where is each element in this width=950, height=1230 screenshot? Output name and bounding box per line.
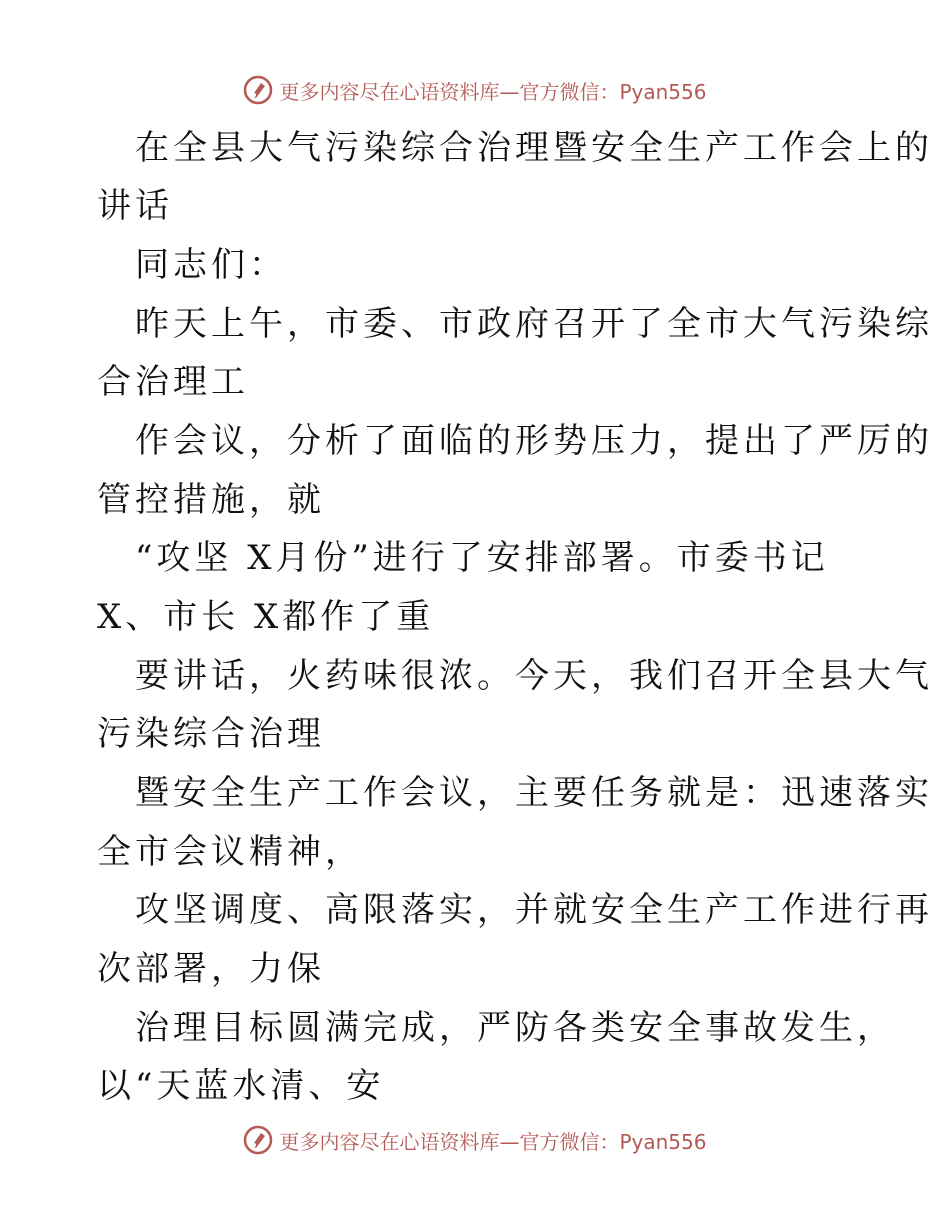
doc-line: 要讲话，火药味很浓。今天，我们召开全县大气 (135, 656, 933, 696)
doc-line: “攻坚 X月份”进行了安排部署。市委书记 (135, 538, 829, 578)
doc-line: 治理目标圆满完成，严防各类安全事故发生， (135, 1008, 895, 1048)
doc-line: 在全县大气污染综合治理暨安全生产工作会上的 (135, 128, 933, 168)
header-banner (0, 70, 950, 110)
doc-line: 污染综合治理 (97, 714, 325, 754)
doc-line: 攻坚调度、高限落实，并就安全生产工作进行再 (135, 890, 933, 930)
doc-line: 作会议，分析了面临的形势压力，提出了严厉的 (135, 421, 933, 461)
doc-line: 管控措施，就 (97, 480, 325, 520)
doc-line: 同志们： (135, 245, 287, 285)
doc-line: 以“天蓝水清、安 (97, 1066, 385, 1106)
footer-banner-text: 更多内容尽在心语资料库—官方微信：Pyan556 (279, 1129, 707, 1154)
pen-nib-circle-icon (243, 1125, 273, 1155)
footer-banner (0, 1120, 950, 1160)
doc-line: 合治理工 (97, 362, 249, 402)
doc-line: 全市会议精神， (97, 832, 363, 872)
doc-line: X、市长 X都作了重 (97, 597, 435, 637)
doc-line: 昨天上午，市委、市政府召开了全市大气污染综 (135, 304, 933, 344)
doc-line: 次部署，力保 (97, 949, 325, 989)
header-banner-text: 更多内容尽在心语资料库—官方微信：Pyan556 (279, 79, 707, 104)
doc-line: 讲话 (97, 186, 173, 226)
doc-line: 暨安全生产工作会议，主要任务就是：迅速落实 (135, 773, 933, 813)
pen-nib-circle-icon (243, 75, 273, 105)
